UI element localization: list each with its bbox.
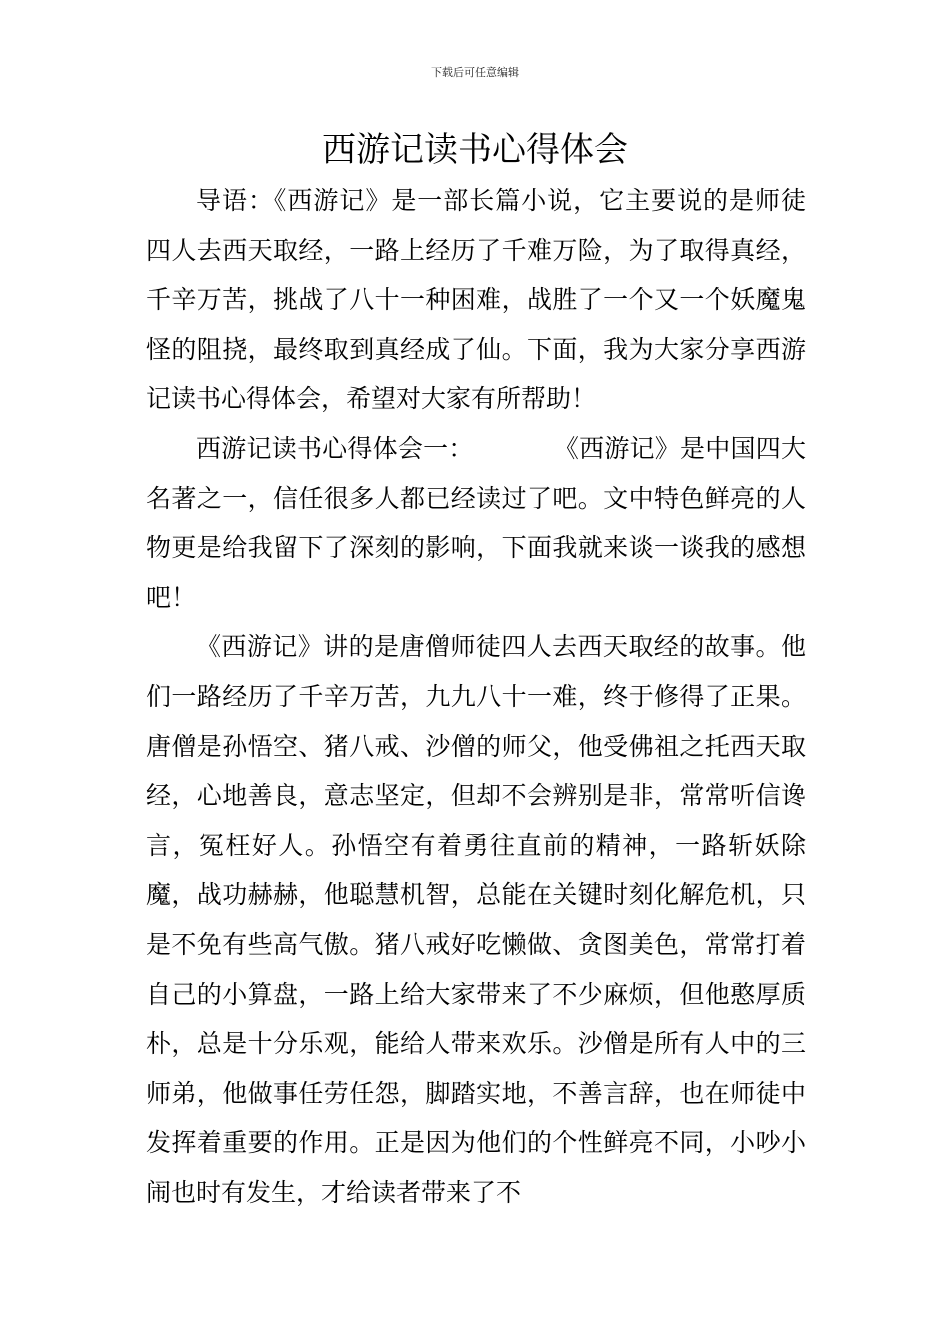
paragraph-line: 西天取经，心地善良，意志坚定，但却不会辨别是非，常 [146, 731, 806, 811]
paragraph-section-one [146, 424, 806, 622]
paragraph-line: 路斩妖除魔，战功赫赫，他聪慧机智，总能在关键时刻化 [146, 830, 806, 910]
paragraph-line: 常听信谗言，冤枉好人。孙悟空有着勇往直前的精神，一 [146, 781, 806, 860]
paragraph-story [146, 622, 806, 1217]
paragraph-line: 果。唐僧是孙悟空、猪八戒、沙僧的师父，他受佛祖之托 [146, 681, 806, 761]
paragraph-line: 导语：《西游记》是一部长篇小说，它主要说的是师 [196, 186, 781, 215]
paragraph-line: 解危机，只是不免有些高气傲。猪八戒好吃懒做、贪图美 [146, 880, 806, 959]
paragraph-line: 《西游记》讲的是唐僧师徒四人去西天取经的故事。 [196, 632, 781, 662]
paragraph-line: 烦，但他憨厚质朴，总是十分乐观，能给人带来欢乐。沙 [146, 979, 806, 1059]
paragraph-line: 分享西游记读书心得体会，希望对大家有所帮助！ [146, 334, 806, 414]
paragraph-line: 感想吧！ [146, 533, 806, 612]
paragraph-line: 善言辞，也在师徒中发挥着重要的作用。正是因为他们的 [146, 1078, 806, 1158]
paragraph-line: 名著之一，信任很多人都已经读过了吧。文中特色鲜亮的 [146, 483, 781, 513]
paragraph-line: 经，千辛万苦，挑战了八十一种困难，战胜了一个又一个 [146, 235, 806, 315]
header-note: 下载后可任意编辑 [431, 66, 519, 79]
paragraph-line: 僧是所有人中的三师弟，他做事任劳任怨，脚踏实地，不 [146, 1029, 806, 1108]
paragraph-line: 妖魔鬼怪的阻挠，最终取到真经成了仙。下面，我为大家 [146, 285, 806, 364]
paragraph-line: 个性鲜亮不同，小吵小闹也时有发生，才给读者带来了不 [146, 1128, 806, 1207]
paragraph-intro [146, 176, 806, 424]
section-heading: 西游记读书心得体会一： [196, 433, 474, 463]
document-title: 西游记读书心得体会 [322, 130, 628, 170]
paragraph-line: 色，常常打着自己的小算盘，一路上给大家带来了不少麻 [146, 929, 806, 1009]
document-body [146, 176, 806, 1217]
paragraph-line: 《西游记》是中国四大 [553, 433, 806, 463]
paragraph-line: 徒四人去西天取经，一路上经历了千难万险，为了取得真 [146, 186, 806, 265]
paragraph-line: 人物更是给我留下了深刻的影响，下面我就来谈一谈我的 [146, 483, 806, 563]
paragraph-line: 他们一路经历了千辛万苦，九九八十一难，终于修得了正 [146, 632, 806, 711]
